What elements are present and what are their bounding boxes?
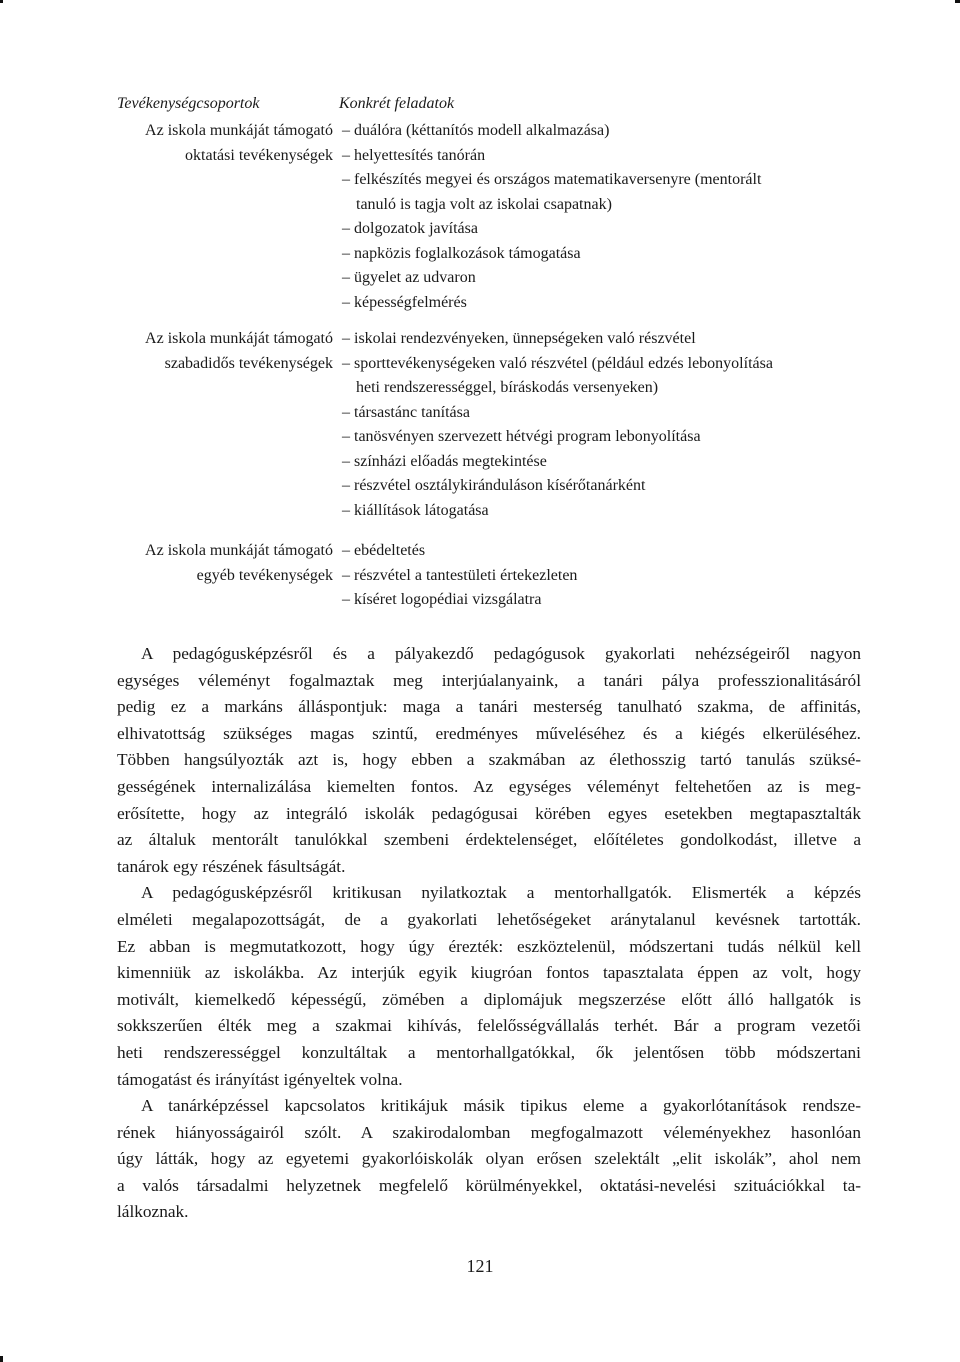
list-item: – ebédeltetés [342, 542, 426, 559]
crop-mark-top-right [955, 0, 960, 3]
task-list [342, 119, 862, 315]
list-item: – részvétel osztálykiránduláson kísérőtanárként [342, 477, 646, 494]
text-line: Ez abban is megmutatkozott, hogy úgy érezték: eszköztelenül, módszertani tudás nélkül kell [117, 936, 861, 956]
list-item: – színházi előadás megtekintése [342, 452, 547, 470]
list-item: – részvétel a tantestületi értekezleten [342, 566, 578, 584]
text-line: lálkoznak. [117, 1202, 189, 1222]
text-line: pedig ez a markáns álláspontjuk: maga a tanári mesterség tanulható szakma, de affinitás, [117, 697, 861, 717]
list-item: – felkészítés megyei és országos matematikaversenyre (mentorált tanuló is tagja volt az iskolai csapatnak) [342, 171, 762, 213]
text-line: sokkszerűen élték meg a szakmai kihívás, felelősségvállalás terhét. Bár a program vezetői [117, 1016, 861, 1036]
text-line: a valós társadalmi helyzetnek megfelelő körülményekkel, oktatási-nevelési szituációkkal ta- [117, 1175, 861, 1195]
table-header-concrete-tasks: Konkrét feladatok [339, 95, 455, 112]
text-line: elhivatottság szükséges magas szintű, eredményes műveléséhez és a kiégés elkerüléséhez. [117, 723, 861, 743]
text-line: egységes véleményt fogalmaztak meg interjúalanyaink, a tanári pálya professzionalitásáról [117, 670, 861, 690]
list-item: – társastánc tanítása [342, 403, 470, 421]
body-paragraphs [117, 641, 861, 1226]
list-item: – ügyelet az udvaron [342, 269, 476, 286]
text-line: Többen hangsúlyozták azt is, hogy ebben a szakmában az élethosszig tartó tanulás szüksé- [117, 750, 861, 770]
page-number: 121 [466, 1256, 494, 1276]
text-line: úgy látták, hogy az egyetemi gyakorlóiskolák olyan erősen szelektált „elit iskolák”, ahol nem [117, 1149, 861, 1169]
text-line: gességének internalizálása kiemelten fontos. Az egységes véleményt feltehetően az is meg- [117, 776, 861, 796]
text-line: A pedagógusképzésről kritikusan nyilatkoztak a mentorhallgatók. Elismerték a képzés [141, 883, 861, 903]
crop-mark-top-left [0, 0, 3, 3]
text-line: tanárok egy részének fásultságát. [117, 856, 346, 876]
task-list [342, 539, 862, 613]
task-list [342, 327, 862, 523]
group-label: Az iskola munkáját támogató egyéb tevékenységek [145, 542, 333, 584]
crop-mark-bottom-left [0, 1356, 3, 1362]
list-item: – duálóra (kéttanítós modell alkalmazása) [342, 122, 610, 139]
text-line: heti rendszerességgel konzultáltak a mentorhallgatókkal, ők jelentősen több módszertani [117, 1042, 861, 1062]
list-item: – kíséret logopédiai vizsgálatra [342, 591, 542, 608]
list-item: – tanösvényen szervezett hétvégi program lebonyolítása [342, 428, 701, 445]
group-label: Az iskola munkáját támogató szabadidős tevékenységek [145, 330, 333, 372]
text-line: A pedagógusképzésről és a pályakezdő pedagógusok gyakorlati nehézségeiről nagyon [141, 644, 861, 663]
list-item: – iskolai rendezvényeken, ünnepségeken való részvétel [342, 330, 696, 347]
text-line: A tanárképzéssel kapcsolatos kritikájuk másik tipikus eleme a gyakorlótanítások rendsze- [141, 1096, 861, 1116]
list-item: – helyettesítés tanórán [342, 146, 486, 164]
list-item: – kiállítások látogatása [342, 501, 489, 519]
text-line: támogatást és irányítást igényeltek volna. [117, 1069, 403, 1089]
text-line: erősítette, hogy az integráló iskolák pedagógusai körében egyes esetekben megtapasztalták [117, 803, 861, 823]
text-line: elméleti megalapozottságát, de a gyakorlati lehetőségeket aránytalanul kevésnek tartották. [117, 909, 861, 929]
list-item: – képességfelmérés [342, 293, 467, 311]
list-item: – dolgozatok javítása [342, 220, 478, 237]
text-line: kimenniük az iskolákba. Az interjúk egyik kiugróan fontos tapasztalata éppen az volt, hogy [117, 963, 861, 983]
table-header-activity-groups: Tevékenységcsoportok [117, 95, 260, 112]
text-line: rének hiányosságairól szólt. A szakirodalomban megfogalmazott véleményekhez hasonlóan [117, 1122, 861, 1142]
text-line: az általuk mentorált tanulókkal szembeni érdektelenséget, előítéletes gondolkodást, illetve a [117, 830, 861, 850]
list-item: – napközis foglalkozások támogatása [342, 244, 581, 262]
list-item: – sporttevékenységeken való részvétel (például edzés lebonyolítása heti rendszerességgel, bíráskodás versenyeken) [342, 354, 773, 396]
text-line: motivált, kiemelkedő képességű, zömében a diplomájuk megszerzése előtt álló hallgatók is [117, 989, 861, 1009]
group-label: Az iskola munkáját támogató oktatási tevékenységek [145, 122, 333, 164]
